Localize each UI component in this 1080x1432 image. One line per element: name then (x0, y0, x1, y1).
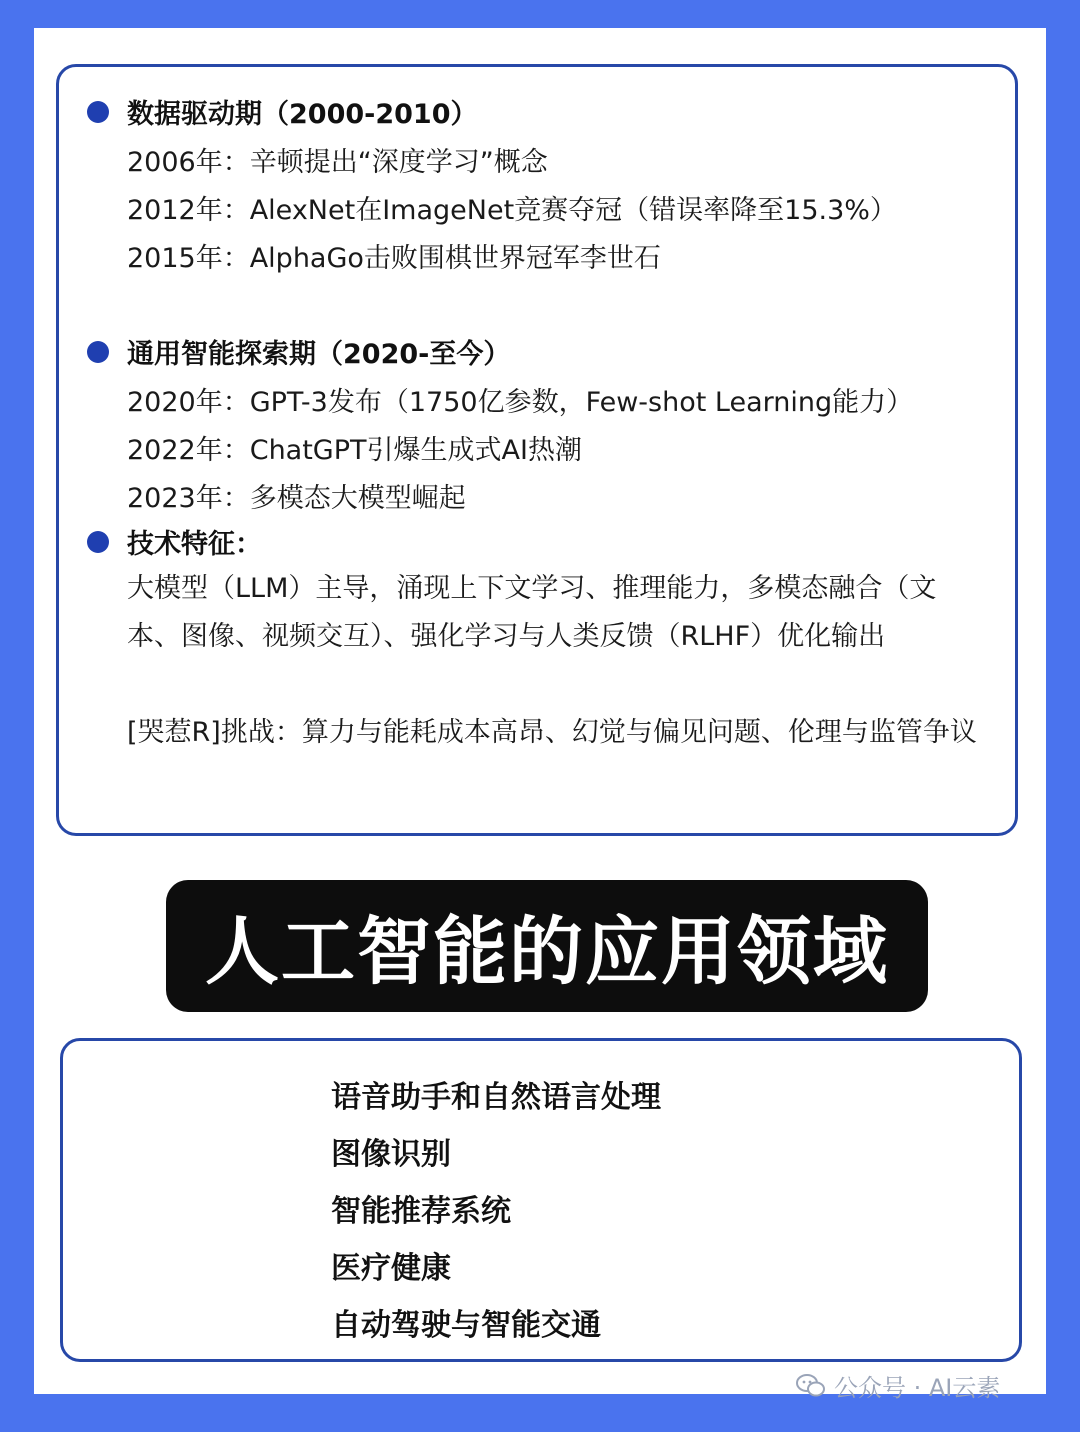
timeline-card (56, 64, 1018, 836)
section-heading-data-driven: 数据驱动期（2000-2010） (127, 99, 478, 130)
document-sheet (34, 28, 1046, 1394)
applications-card (60, 1038, 1022, 1362)
timeline-entry: 2006年：辛顿提出“深度学习”概念 (127, 147, 548, 178)
applications-list (331, 1069, 661, 1354)
watermark-text: 公众号 · AI云素 (834, 1374, 1001, 1402)
timeline-entry: 2022年：ChatGPT引爆生成式AI热潮 (127, 435, 582, 466)
timeline-entry: 2023年：多模态大模型崛起 (127, 483, 466, 514)
section-heading-general-ai: 通用智能探索期（2020-至今） (127, 339, 511, 370)
tech-features-challenges: [哭惹R]挑战：算力与能耗成本高昂、幻觉与偏见问题、伦理与监管争议 (127, 717, 977, 748)
bullet-icon (87, 341, 109, 363)
application-item: 语音助手和自然语言处理 (331, 1080, 661, 1115)
timeline-entry: 2015年：AlphaGo击败围棋世界冠军李世石 (127, 243, 661, 274)
watermark (796, 1368, 1000, 1403)
bullet-icon (87, 531, 109, 553)
timeline-entry: 2020年：GPT-3发布（1750亿参数，Few-shot Learning能力） (127, 387, 914, 418)
wechat-icon (796, 1373, 826, 1399)
application-item: 图像识别 (331, 1137, 451, 1172)
timeline-entry: 2012年：AlexNet在ImageNet竞赛夺冠（错误率降至15.3%） (127, 195, 897, 226)
applications-title: 人工智能的应用领域 (205, 909, 889, 995)
bullet-icon (87, 101, 109, 123)
tech-features-description: 大模型（LLM）主导，涌现上下文学习、推理能力，多模态融合（文本、图像、视频交互）、强化学习与人类反馈（RLHF）优化输出 (127, 573, 937, 652)
application-item: 智能推荐系统 (331, 1194, 511, 1229)
applications-title-banner (166, 880, 928, 1012)
application-item: 医疗健康 (331, 1251, 451, 1286)
application-item: 自动驾驶与智能交通 (331, 1308, 601, 1343)
section-heading-tech-features: 技术特征： (127, 529, 262, 560)
